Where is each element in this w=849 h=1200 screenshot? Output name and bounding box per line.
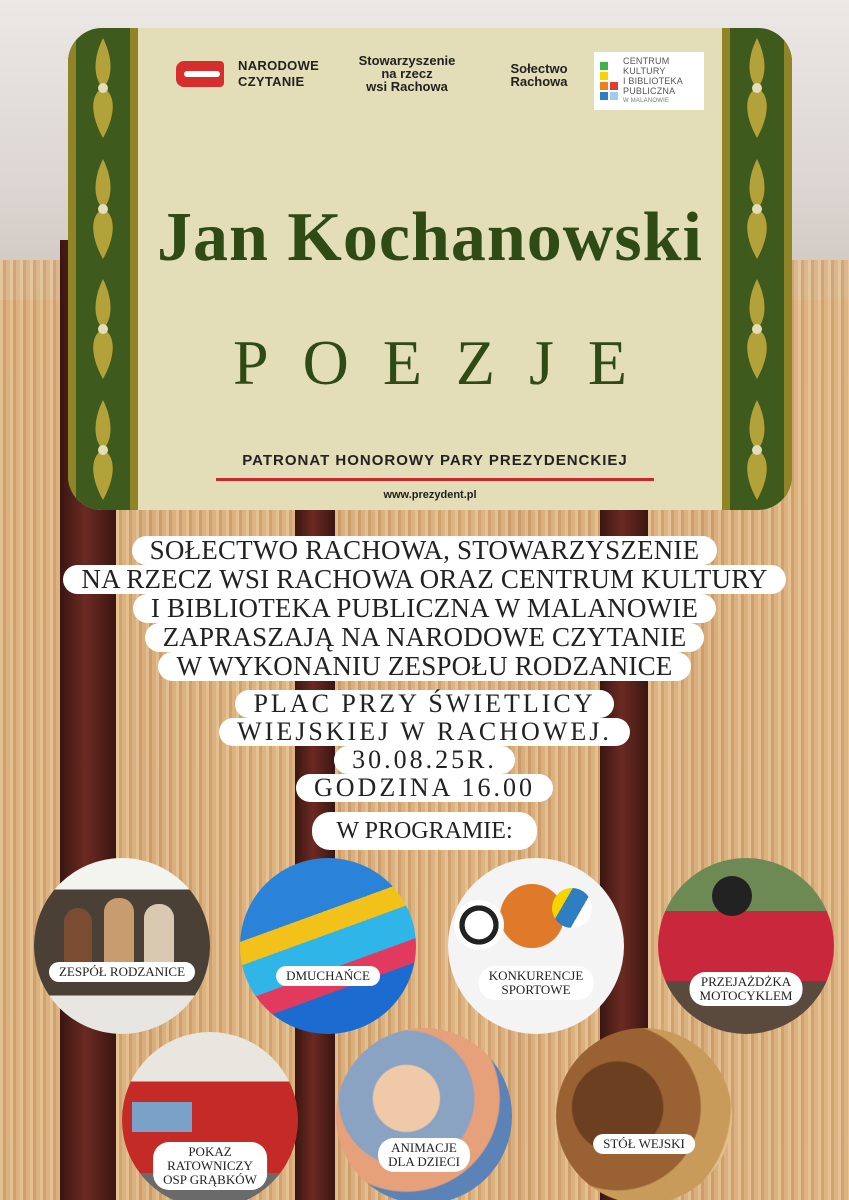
program-label: DMUCHAŃCE [276,966,380,986]
kids-photo [336,1028,512,1200]
program-item-osp [122,1032,298,1200]
sports-balls-photo [448,858,624,1034]
program-item-animacje [336,1028,512,1200]
program-title: W PROGRAMIE: [312,812,536,850]
program-label: POKAZ RATOWNICZY OSP GRĄBKÓW [153,1142,267,1190]
solectwo-line: Sołectwo [510,61,568,76]
sponsor-logos [172,52,704,112]
book-icon [176,61,224,87]
program-item-motocykl [658,858,834,1034]
patronat-text: PATRONAT HONOROWY PARY PREZYDENCKIEJ [242,452,628,469]
program-item-rodzanice [34,858,210,1034]
ckb-line: I BIBLIOTEKA [623,76,683,86]
band-photo [34,858,210,1034]
invitation-line: I BIBLIOTEKA PUBLICZNA W MALANOWIE [133,594,716,623]
patronat-divider [216,478,654,481]
association-line: na rzecz [381,66,433,81]
association-line: wsi Rachowa [366,79,448,94]
invitation-text [0,536,849,681]
main-title: Jan Kochanowski [157,199,703,276]
tulip-ornament-icon [86,33,120,143]
sub-title: POEZJE [233,327,661,398]
program-item-stol [556,1028,732,1200]
tulip-ornament-icon [740,33,774,143]
program-label: PRZEJAŻDŻKA MOTOCYKLEM [690,972,803,1006]
program-heading [0,812,849,850]
association-line: Stowarzyszenie [358,53,456,68]
program-label: ANIMACJE DLA DZIECI [378,1138,470,1172]
header-card [68,28,792,510]
invitation-line: SOŁECTWO RACHOWA, STOWARZYSZENIE [132,536,718,565]
color-squares-icon [600,62,618,100]
place-line: PLAC PRZY ŚWIETLICY [235,690,613,718]
logo-nc-line: CZYTANIE [238,74,305,89]
invitation-line: NA RZECZ WSI RACHOWA ORAZ CENTRUM KULTURY [63,565,785,594]
solectwo-logo [494,62,584,88]
program-label: STÓŁ WEJSKI [593,1134,695,1154]
program-label: KONKURENCJE SPORTOWE [479,966,594,1000]
motorcycle-photo [658,858,834,1034]
bouncy-castle-photo [240,858,416,1034]
place-line: WIEJSKIEJ W RACHOWEJ. [219,718,630,746]
ckb-line: CENTRUM [623,56,670,66]
program-label: ZESPÓŁ RODZANICE [49,962,195,982]
ckb-line: PUBLICZNA [623,86,676,96]
invitation-line: W WYKONANIU ZESPOŁU RODZANICE [158,652,690,681]
ckb-line: W MALANOWIE [623,98,670,104]
ckb-line: KULTURY [623,66,666,76]
program-item-dmuchance [240,858,416,1034]
logo-nc-line: NARODOWE [238,58,320,73]
ckb-logo [594,52,704,110]
date-line: 30.08.25R. [334,746,515,774]
narodowe-czytanie-logo [176,58,319,90]
association-logo [342,54,472,93]
time-line: GODZINA 16.00 [296,774,553,802]
event-place-date [0,690,849,802]
solectwo-line: Rachowa [510,74,568,89]
invitation-line: ZAPRASZAJĄ NA NARODOWE CZYTANIE [145,623,705,652]
bread-photo [556,1028,732,1200]
program-item-sport [448,858,624,1034]
prezydent-url[interactable]: www.prezydent.pl [383,489,477,501]
